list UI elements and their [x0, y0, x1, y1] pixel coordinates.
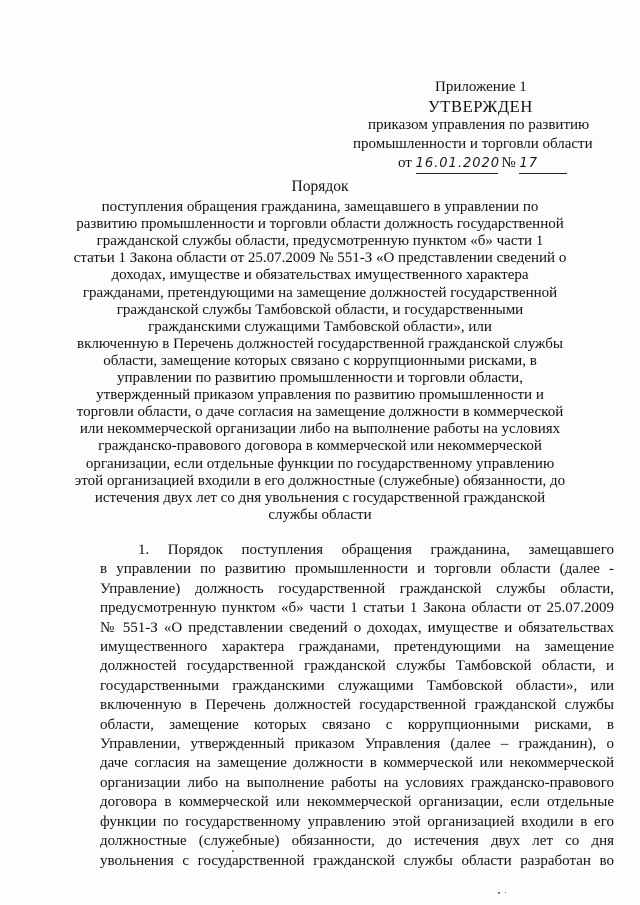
- body-line: области, замещение которых связано с коррупционными рисками, в: [100, 716, 614, 733]
- body-line: даче согласия на замещение должности в коммерческой или некоммерческой: [100, 755, 614, 772]
- body-line: должностей государственной гражданской службы Тамбовской области, и: [100, 658, 614, 675]
- scan-speck: [505, 892, 506, 893]
- body-line: в управлении по развитию промышленности и торговли области (далее -: [100, 561, 614, 578]
- approved-label: УТВЕРЖДЕН: [428, 97, 533, 116]
- body-line: включенную в Перечень должностей государственной гражданской службы: [100, 697, 614, 714]
- title-line: этой организацией входили в его должностные (служебные) обязанности, до: [74, 472, 566, 489]
- title-line: гражданскими служащими Тамбовской области», или: [148, 318, 492, 335]
- date-prefix: от: [398, 155, 412, 171]
- body-line: № 551-З «О представлении сведений о доходах, имуществе и обязательствах: [100, 619, 614, 636]
- title-line: гражданами, претендующими на замещение должностей государственной: [82, 284, 558, 301]
- document-title-block: [70, 178, 570, 524]
- scan-speck: [232, 850, 234, 852]
- title-line: управлении по развитию промышленности и торговли области,: [117, 370, 523, 387]
- order-line-2: промышленности и торговли области: [353, 136, 593, 152]
- order-date-line: [398, 154, 610, 174]
- title-line: гражданской службы Тамбовской области, и государственными: [116, 301, 524, 318]
- handwritten-number: 17: [519, 154, 567, 174]
- body-paragraph-1: [100, 541, 614, 871]
- title-line: включенную в Перечень должностей государственной гражданской службы: [77, 335, 563, 352]
- title-line: доходах, имуществе и обязательствах имущественного характера: [111, 267, 529, 284]
- title-line: области, замещение которых связано с коррупционными рисками, в: [103, 352, 537, 369]
- body-line: функции по государственному управлению этой организацией входили в его: [100, 813, 614, 830]
- body-line: государственными гражданскими служащими Тамбовской области», или: [100, 677, 614, 694]
- body-line: должностные (служебные) обязанности, до истечения двух лет со дня: [100, 833, 614, 850]
- title-line: утвержденный приказом управления по развитию промышленности и: [96, 387, 544, 404]
- order-line-1: приказом управления по развитию: [368, 117, 590, 133]
- title-line: гражданской службы области, предусмотренную пунктом «б» части 1: [96, 233, 544, 250]
- title-line: службы области: [268, 506, 372, 523]
- title-line: организации, если отдельные функции по государственному управлению: [85, 455, 555, 472]
- body-line: имущественного характера гражданами, претендующими на замещение: [100, 639, 614, 656]
- approval-stamp-block: [340, 78, 610, 174]
- document-heading: Порядок: [291, 178, 349, 195]
- handwritten-date: 16.01.2020: [416, 154, 498, 174]
- body-line: Управление) должность государственной гражданской службы области,: [100, 580, 614, 597]
- title-line: истечения двух лет со дня увольнения с государственной гражданской: [94, 489, 546, 506]
- body-line: договора в коммерческой или некоммерческой организации, если отдельные: [100, 794, 614, 811]
- body-line: увольнения с государственной гражданской службы области разработан во: [100, 852, 614, 869]
- body-line: предусмотренную пунктом «б» части 1 статьи 1 Закона области от 25.07.2009: [100, 600, 614, 617]
- title-line: гражданско-правового договора в коммерческой или некоммерческой: [98, 438, 542, 455]
- annex-label: Приложение 1: [435, 79, 527, 95]
- body-line: 1. Порядок поступления обращения гражданина, замещавшего: [138, 542, 614, 558]
- body-line: организации либо на выполнение работы на условиях гражданско-правового: [100, 774, 614, 791]
- scan-speck: [498, 892, 500, 894]
- title-line: поступления обращения гражданина, замещавшего в управлении по: [101, 199, 539, 216]
- title-line: статьи 1 Закона области от 25.07.2009 № 551-З «О представлении сведений о: [73, 250, 567, 267]
- title-line: торговли области, о даче согласия на замещение должности в коммерческой: [76, 404, 564, 421]
- title-line: развитию промышленности и торговли области должность государственной: [76, 216, 564, 233]
- title-line: или некоммерческой организации либо на выполнение работы на условиях: [79, 421, 561, 438]
- body-line: Управлении, утвержденный приказом Управления (далее – гражданин), о: [100, 736, 614, 753]
- number-prefix: №: [501, 155, 516, 171]
